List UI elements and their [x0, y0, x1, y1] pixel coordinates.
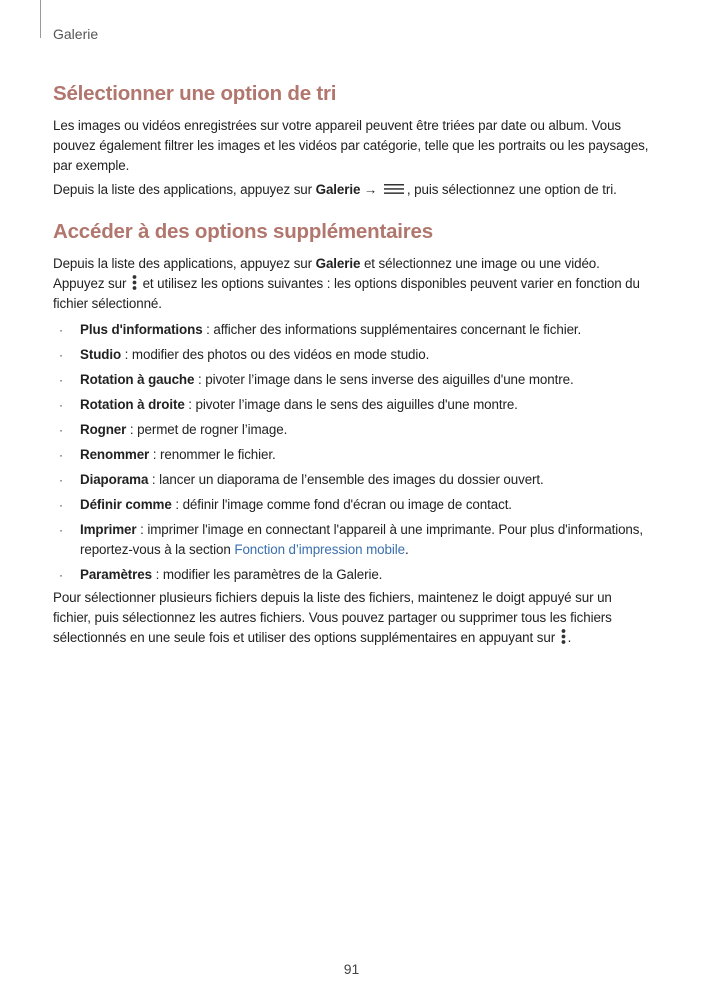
list-item: · Renommer : renommer le fichier. [53, 445, 653, 465]
mobile-print-link[interactable]: Fonction d’impression mobile [234, 542, 405, 557]
galerie-label: Galerie [315, 182, 361, 197]
section-title-sort: Sélectionner une option de tri [53, 82, 337, 105]
bullet: · [59, 568, 63, 582]
closing-paragraph: Pour sélectionner plusieurs fichiers depuis la liste des fichiers, maintenez le doigt appuyé sur un fichier, puis sélectionnez les autres fichiers. Vous pouvez partager ou supprimer tous les fichiers sélectionnés en une seule fois et utiliser des options supplémentaires en appuyant sur . [53, 590, 612, 645]
bullet: · [59, 423, 63, 437]
sort-instruction: Depuis la liste des applications, appuyez sur Galerie → , puis sélectionnez une option de tri. [53, 182, 617, 197]
options-instruction: Depuis la liste des applications, appuyez sur Galerie et sélectionnez une image ou une vidéo. Appuyez sur et utilisez les options suivantes : les options disponibles peuvent varier en fonction du fichier sélectionné. [53, 256, 640, 311]
bullet: · [59, 473, 63, 487]
galerie-label: Galerie [315, 256, 361, 271]
section-title-options: Accéder à des options supplémentaires [53, 220, 433, 243]
bullet: · [59, 523, 63, 537]
list-item: · Définir comme : définir l'image comme fond d'écran ou image de contact. [53, 495, 653, 515]
list-item: · Imprimer : imprimer l'image en connectant l'appareil à une imprimante. Pour plus d'informations, reportez-vous à la section Fonction d’impression mobile. [59, 522, 643, 557]
page-content [53, 82, 653, 648]
bullet: · [59, 398, 63, 412]
list-item: · Plus d'informations : afficher des informations supplémentaires concernant le fichier. [53, 320, 653, 340]
more-options-icon [132, 275, 137, 290]
margin-line [40, 0, 41, 38]
list-item: · Rogner : permet de rogner l’image. [53, 420, 653, 440]
list-item: · Paramètres : modifier les paramètres de la Galerie. [53, 565, 653, 585]
list-item: · Rotation à gauche : pivoter l’image dans le sens inverse des aiguilles d'une montre. [53, 370, 653, 390]
list-item: · Studio : modifier des photos ou des vidéos en mode studio. [53, 345, 653, 365]
bullet: · [59, 448, 63, 462]
list-item: · Diaporama : lancer un diaporama de l’ensemble des images du dossier ouvert. [53, 470, 653, 490]
page-number: 91 [343, 961, 360, 977]
list-item: · Rotation à droite : pivoter l’image dans le sens des aiguilles d'une montre. [53, 395, 653, 415]
bullet: · [59, 348, 63, 362]
more-options-icon [561, 629, 566, 644]
options-list [53, 320, 653, 585]
bullet: · [59, 373, 63, 387]
menu-icon [383, 183, 405, 195]
bullet: · [59, 498, 63, 512]
header-title: Galerie [53, 26, 99, 42]
bullet: · [59, 323, 63, 337]
sort-description: Les images ou vidéos enregistrées sur votre appareil peuvent être triées par date ou album. Vous pouvez également filtrer les images et les vidéos par catégorie, telle que les portraits ou les paysages, par exemple. [53, 118, 649, 173]
